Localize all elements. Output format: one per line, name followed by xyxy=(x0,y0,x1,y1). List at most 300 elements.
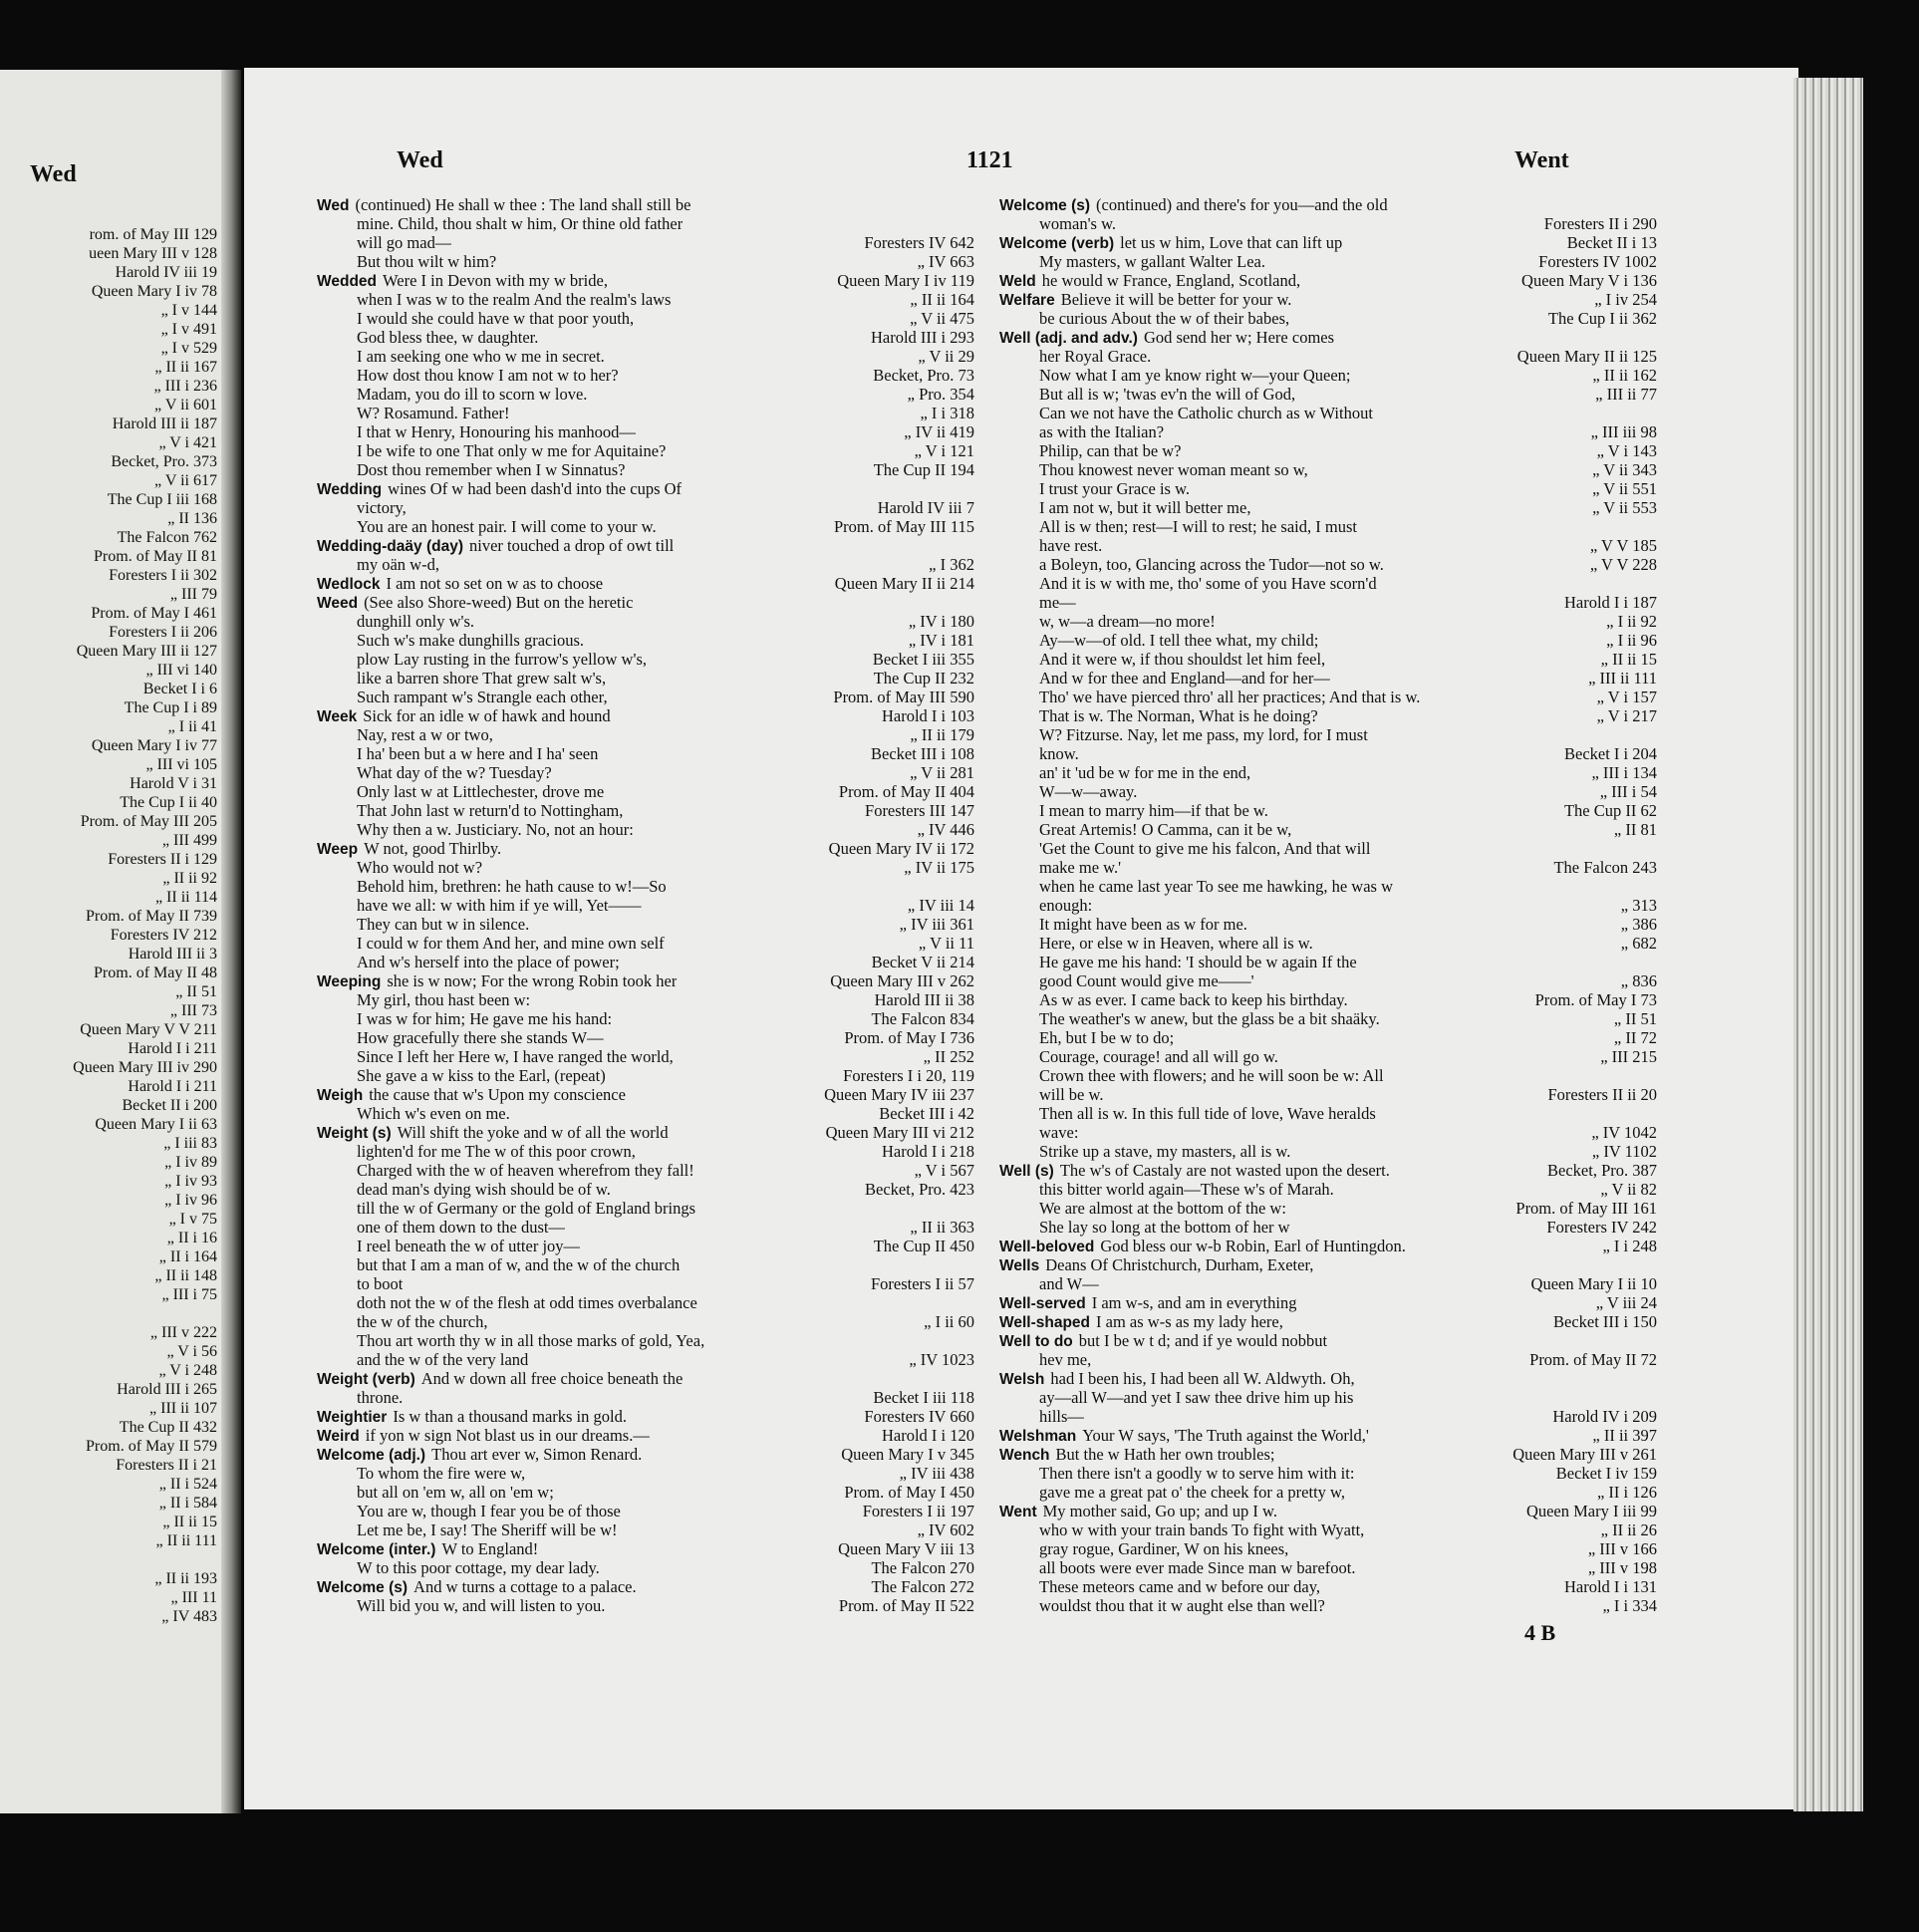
left-page-reference: „ II 136 xyxy=(167,510,217,527)
entry-line xyxy=(317,631,974,650)
entry-text xyxy=(317,839,501,859)
entry-line xyxy=(317,460,974,479)
entry-text xyxy=(357,517,657,536)
entry-text xyxy=(317,1123,669,1143)
left-page-reference: Foresters IV 212 xyxy=(110,927,217,944)
quotation: My girl, thou hast been w: xyxy=(357,990,531,1009)
quotation: had I been his, I had been all W. Aldwyth. Oh, xyxy=(1050,1369,1355,1388)
entry-text xyxy=(1039,1388,1353,1407)
left-page-reference: „ I v 529 xyxy=(160,340,217,357)
entry-line xyxy=(317,1388,974,1407)
play-reference: Queen Mary III v 261 xyxy=(1508,1445,1657,1464)
quotation: He gave me his hand: 'I should be w again If the xyxy=(1039,953,1357,971)
entry-text xyxy=(317,1085,626,1105)
entry-text xyxy=(357,1350,528,1369)
entry-text xyxy=(317,574,603,594)
left-page-reference: Queen Mary III ii 127 xyxy=(76,643,217,660)
entry-line xyxy=(999,1558,1657,1577)
entry-line xyxy=(317,1577,974,1596)
entry-text xyxy=(317,195,690,215)
entry-line xyxy=(317,574,974,593)
entry-text xyxy=(1039,1577,1320,1596)
left-page-reference: „ II ii 193 xyxy=(154,1570,217,1587)
entry-text xyxy=(357,688,608,706)
entry-text xyxy=(357,1464,525,1483)
entry-text xyxy=(317,706,611,726)
entry-line xyxy=(999,1274,1657,1293)
entry-text xyxy=(1039,1047,1278,1066)
page-edges xyxy=(1793,78,1863,1811)
left-page-reference: Queen Mary I iv 77 xyxy=(91,737,217,754)
entry-line xyxy=(999,1407,1657,1426)
quotation: God bless thee, w daughter. xyxy=(357,328,539,347)
left-page-reference: „ II ii 167 xyxy=(154,359,217,376)
quotation: (See also Shore-weed) But on the heretic xyxy=(364,593,634,612)
left-page-reference: The Cup I i 89 xyxy=(124,699,217,716)
entry-line xyxy=(999,1539,1657,1558)
play-reference: Foresters IV 1002 xyxy=(1534,252,1657,271)
left-page-reference: Queen Mary I iv 78 xyxy=(91,283,217,300)
entry-line xyxy=(317,915,974,934)
entry-line xyxy=(317,517,974,536)
left-page-reference: Prom. of May III 205 xyxy=(80,813,217,830)
left-page-reference: Foresters II i 129 xyxy=(108,851,217,868)
quotation: Thou art ever w, Simon Renard. xyxy=(431,1445,643,1464)
left-page-reference: Queen Mary V V 211 xyxy=(80,1021,217,1038)
quotation: All is w then; rest—I will to rest; he said, I must xyxy=(1039,517,1357,536)
quotation: They can but w in silence. xyxy=(357,915,530,934)
left-page-reference: Prom. of May II 81 xyxy=(94,548,217,565)
entry-text xyxy=(999,1426,1369,1446)
headword: Weeping xyxy=(317,973,382,990)
quotation: me— xyxy=(1039,593,1076,612)
entry-line xyxy=(999,839,1657,858)
entry-line xyxy=(317,934,974,953)
headword: Weld xyxy=(999,273,1036,290)
entry-text xyxy=(357,1596,605,1615)
entry-line xyxy=(317,877,974,896)
left-page-reference: „ III vi 105 xyxy=(145,756,217,773)
entry-line xyxy=(999,309,1657,328)
play-reference: Harold I i 131 xyxy=(1560,1577,1657,1596)
entry-line xyxy=(317,744,974,763)
left-page-reference: „ V i 248 xyxy=(158,1362,217,1379)
entry-text xyxy=(357,858,482,877)
entry-line xyxy=(999,1123,1657,1142)
play-reference: „ IV 1042 xyxy=(1587,1123,1657,1142)
entry-line xyxy=(999,744,1657,763)
play-reference: „ III i 54 xyxy=(1596,782,1657,801)
entry-line xyxy=(317,1464,974,1483)
entry-line xyxy=(317,801,974,820)
entry-text xyxy=(1039,555,1384,574)
left-page-reference xyxy=(0,1304,223,1323)
quotation: doth not the w of the flesh at odd times overbalance xyxy=(357,1293,697,1312)
left-page-reference: „ III i 75 xyxy=(161,1286,217,1303)
entry-line xyxy=(317,1502,974,1520)
left-page-reference: Becket II i 200 xyxy=(122,1097,217,1114)
left-page-reference: Queen Mary III iv 290 xyxy=(73,1059,217,1076)
left-page-reference: Prom. of May II 48 xyxy=(94,965,217,981)
entry-text xyxy=(357,1502,621,1520)
entry-line xyxy=(317,271,974,290)
quotation: Then there isn't a goodly w to serve him with it: xyxy=(1039,1464,1355,1483)
play-reference: „ V V 228 xyxy=(1586,555,1657,574)
entry-line xyxy=(999,498,1657,517)
entry-line xyxy=(317,1142,974,1161)
entry-line xyxy=(999,1047,1657,1066)
left-page-reference: Harold IV iii 19 xyxy=(115,264,217,281)
quotation: How dost thou know I am not w to her? xyxy=(357,366,619,385)
entry-text xyxy=(357,1009,612,1028)
entry-line xyxy=(999,214,1657,233)
entry-line xyxy=(999,1520,1657,1539)
entry-text xyxy=(357,744,598,763)
entry-text xyxy=(1039,820,1291,839)
left-page-reference: „ III vi 140 xyxy=(145,662,217,679)
entry-line xyxy=(999,1028,1657,1047)
headword: Weed xyxy=(317,595,359,612)
quotation: a Boleyn, too, Glancing across the Tudor—not so w. xyxy=(1039,555,1384,574)
entry-text xyxy=(357,252,496,271)
left-page-reference: „ I v 491 xyxy=(160,321,217,338)
entry-line xyxy=(317,385,974,404)
entry-text xyxy=(1039,1142,1290,1161)
play-reference: „ I ii 60 xyxy=(920,1312,974,1331)
quotation: throne. xyxy=(357,1388,404,1407)
entry-line xyxy=(999,1085,1657,1104)
entry-line xyxy=(999,820,1657,839)
left-page-reference: „ V i 421 xyxy=(158,434,217,451)
quotation: when I was w to the realm And the realm's laws xyxy=(357,290,672,309)
quotation: W? Rosamund. Father! xyxy=(357,404,510,422)
play-reference: „ III i 134 xyxy=(1587,763,1657,782)
quotation: Why then a w. Justiciary. No, not an hour: xyxy=(357,820,634,839)
quotation: And w's herself into the place of power; xyxy=(357,953,620,971)
entry-line xyxy=(999,1293,1657,1312)
entry-line xyxy=(317,1009,974,1028)
entry-line xyxy=(999,877,1657,896)
entry-text xyxy=(1039,460,1308,479)
left-page-reference: „ I iv 96 xyxy=(164,1192,217,1209)
play-reference: Foresters IV 242 xyxy=(1542,1218,1657,1237)
play-reference: „ III iii 98 xyxy=(1587,422,1657,441)
play-reference: „ II 252 xyxy=(920,1047,974,1066)
play-reference: „ V i 121 xyxy=(911,441,974,460)
play-reference: Harold I i 103 xyxy=(878,706,974,725)
entry-text xyxy=(1039,612,1216,631)
page-number: 1121 xyxy=(966,147,1013,173)
entry-text xyxy=(1039,1539,1288,1558)
entry-line xyxy=(317,1293,974,1312)
left-page-reference: „ II ii 15 xyxy=(162,1514,217,1530)
quotation: Believe it will be better for your w. xyxy=(1060,290,1292,309)
quotation: The weather's w anew, but the glass be a bit shaäky. xyxy=(1039,1009,1380,1028)
play-reference: „ III ii 77 xyxy=(1591,385,1657,404)
left-page-reference: The Cup II 432 xyxy=(119,1419,217,1436)
entry-line xyxy=(999,1388,1657,1407)
play-reference: Foresters IV 642 xyxy=(860,233,974,252)
left-page-reference: Foresters I ii 206 xyxy=(109,624,217,641)
quotation: W? Fitzurse. Nay, let me pass, my lord, for I must xyxy=(1039,725,1368,744)
play-reference: „ I i 334 xyxy=(1598,1596,1657,1615)
headword: Welcome (verb) xyxy=(999,235,1115,252)
entry-line xyxy=(999,1142,1657,1161)
quotation: Great Artemis! O Camma, can it be w, xyxy=(1039,820,1292,839)
quotation: I was w for him; He gave me his hand: xyxy=(357,1009,613,1028)
entry-line xyxy=(999,1199,1657,1218)
left-page-reference: Foresters II i 21 xyxy=(116,1457,217,1474)
entry-line xyxy=(999,1445,1657,1464)
quotation: That is w. The Norman, What is he doing? xyxy=(1039,706,1318,725)
entry-line xyxy=(999,1369,1657,1388)
entry-text xyxy=(357,347,605,366)
quotation: woman's w. xyxy=(1039,214,1117,233)
play-reference: Becket III i 150 xyxy=(1549,1312,1657,1331)
left-page-reference: „ I v 75 xyxy=(168,1211,217,1228)
quotation: will be w. xyxy=(1039,1085,1104,1104)
quotation: Ay—w—of old. I tell thee what, my child; xyxy=(1039,631,1319,650)
play-reference: Queen Mary I iv 119 xyxy=(833,271,974,290)
signature-mark: 4 B xyxy=(1524,1620,1556,1645)
entry-line xyxy=(999,1312,1657,1331)
quotation: And w for thee and England—and for her— xyxy=(1039,669,1330,688)
headword: Weight (verb) xyxy=(317,1371,415,1388)
entry-text xyxy=(357,1331,704,1350)
entry-text xyxy=(999,1502,1277,1521)
entry-text xyxy=(1039,1085,1103,1104)
play-reference: „ IV 663 xyxy=(914,252,974,271)
quotation: plow Lay rusting in the furrow's yellow w's, xyxy=(357,650,647,669)
quotation: That John last w return'd to Nottingham, xyxy=(357,801,624,820)
play-reference: „ II ii 15 xyxy=(1597,650,1657,669)
quotation: I that w Henry, Honouring his manhood— xyxy=(357,422,636,441)
entry-text xyxy=(357,1293,697,1312)
play-reference: „ IV i 180 xyxy=(905,612,974,631)
entry-line xyxy=(317,1483,974,1502)
entry-text xyxy=(1039,725,1368,744)
headword: Welcome (s) xyxy=(999,197,1091,214)
quotation: These meteors came and w before our day, xyxy=(1039,1577,1321,1596)
entry-line xyxy=(317,706,974,725)
quotation: I am w-s, and am in everything xyxy=(1091,1293,1297,1312)
entry-line xyxy=(317,896,974,915)
left-page-reference: „ IV 483 xyxy=(161,1608,217,1625)
entry-line xyxy=(317,328,974,347)
quotation: I am not w, but it will better me, xyxy=(1039,498,1251,517)
entry-text xyxy=(357,1047,674,1066)
entry-line xyxy=(317,233,974,252)
left-page-reference: „ III i 236 xyxy=(153,378,217,395)
play-reference: „ V ii 343 xyxy=(1588,460,1657,479)
entry-text xyxy=(317,271,608,291)
entry-line xyxy=(999,233,1657,252)
play-reference: Becket I iii 118 xyxy=(869,1388,974,1407)
quotation: And w turns a cottage to a palace. xyxy=(413,1577,637,1596)
headword: Welcome (inter.) xyxy=(317,1541,436,1558)
play-reference: „ IV 1023 xyxy=(905,1350,974,1369)
play-reference: „ II ii 26 xyxy=(1597,1520,1657,1539)
entry-text xyxy=(1039,1558,1356,1577)
entry-text xyxy=(1039,309,1289,328)
entry-text xyxy=(1039,858,1121,877)
entry-text xyxy=(1039,1218,1290,1237)
quotation: her Royal Grace. xyxy=(1039,347,1152,366)
entry-text xyxy=(1039,536,1102,555)
entry-text xyxy=(1039,706,1318,725)
quotation: who w with your train bands To fight with Wyatt, xyxy=(1039,1520,1365,1539)
left-page-reference: ueen Mary III v 128 xyxy=(89,245,217,262)
entry-text xyxy=(357,1520,617,1539)
entry-line xyxy=(317,422,974,441)
entry-line xyxy=(317,1085,974,1104)
entry-line xyxy=(317,612,974,631)
entry-text xyxy=(1039,763,1250,782)
entry-text xyxy=(317,1369,683,1389)
quotation: w, w—a dream—no more! xyxy=(1039,612,1216,631)
entry-line xyxy=(317,1445,974,1464)
play-reference: „ I i 318 xyxy=(916,404,974,422)
quotation: My mother said, Go up; and up I w. xyxy=(1042,1502,1278,1520)
quotation: And w down all free choice beneath the xyxy=(420,1369,684,1388)
play-reference: Becket I i 204 xyxy=(1560,744,1657,763)
entry-text xyxy=(357,915,529,934)
entry-text xyxy=(357,1558,600,1577)
entry-line xyxy=(999,460,1657,479)
quotation: my oän w-d, xyxy=(357,555,439,574)
entry-line xyxy=(999,347,1657,366)
quotation: Were I in Devon with my w bride, xyxy=(383,271,608,290)
quotation: Only last w at Littlechester, drove me xyxy=(357,782,605,801)
play-reference: Prom. of May II 404 xyxy=(835,782,974,801)
entry-line xyxy=(317,309,974,328)
quotation: wouldst thou that it w aught else than well? xyxy=(1039,1596,1325,1615)
play-reference: Prom. of May II 522 xyxy=(835,1596,974,1615)
play-reference: Prom. of May II 72 xyxy=(1525,1350,1657,1369)
entry-text xyxy=(357,498,407,517)
headword: Well-served xyxy=(999,1295,1086,1312)
play-reference: Harold I i 218 xyxy=(878,1142,974,1161)
play-reference: Harold I i 187 xyxy=(1560,593,1657,612)
left-page-reference: „ II i 16 xyxy=(166,1230,217,1246)
play-reference: „ V ii 553 xyxy=(1588,498,1657,517)
headword: Went xyxy=(999,1504,1037,1520)
entry-line xyxy=(317,214,974,233)
headword: Welcome (adj.) xyxy=(317,1447,426,1464)
entry-text xyxy=(1039,971,1254,990)
play-reference: Prom. of May III 115 xyxy=(830,517,974,536)
entry-text xyxy=(1039,517,1357,536)
quotation: God send her w; Here comes xyxy=(1143,328,1335,347)
left-page-reference: Harold III ii 3 xyxy=(128,946,217,963)
quotation: Courage, courage! and all will go w. xyxy=(1039,1047,1278,1066)
quotation: But thou wilt w him? xyxy=(357,252,497,271)
headword: Wedlock xyxy=(317,576,381,593)
quotation: to boot xyxy=(357,1274,404,1293)
play-reference: „ II ii 164 xyxy=(906,290,974,309)
entry-text xyxy=(1039,347,1151,366)
entry-line xyxy=(317,536,974,555)
entry-text xyxy=(999,328,1334,348)
quotation: And it is w with me, tho' some of you Have scorn'd xyxy=(1039,574,1377,593)
quotation: Nay, rest a w or two, xyxy=(357,725,493,744)
play-reference: Foresters II i 290 xyxy=(1540,214,1657,233)
play-reference: „ IV 1102 xyxy=(1588,1142,1657,1161)
entry-text xyxy=(1039,1274,1099,1293)
play-reference: „ Pro. 354 xyxy=(904,385,974,404)
entry-line xyxy=(999,688,1657,706)
play-reference: „ II i 126 xyxy=(1593,1483,1657,1502)
play-reference: Queen Mary II ii 214 xyxy=(831,574,974,593)
entry-text xyxy=(1039,839,1370,858)
quotation: I reel beneath the w of utter joy— xyxy=(357,1237,581,1255)
play-reference: „ V ii 475 xyxy=(906,309,974,328)
quotation: Will bid you w, and will listen to you. xyxy=(357,1596,606,1615)
left-page-reference: Becket, Pro. 373 xyxy=(111,453,217,470)
entry-text xyxy=(1039,252,1265,271)
quotation: I am not so set on w as to choose xyxy=(386,574,604,593)
entry-line xyxy=(317,1369,974,1388)
quotation: dead man's dying wish should be of w. xyxy=(357,1180,611,1199)
entry-line xyxy=(317,820,974,839)
entry-text xyxy=(1039,688,1420,706)
quotation: Such w's make dunghills gracious. xyxy=(357,631,584,650)
entry-line xyxy=(317,1028,974,1047)
play-reference: The Falcon 834 xyxy=(867,1009,974,1028)
quotation: Then all is w. In this full tide of love, Wave heralds xyxy=(1039,1104,1376,1123)
entry-line xyxy=(999,441,1657,460)
play-reference: Queen Mary III v 262 xyxy=(826,971,974,990)
play-reference: „ V ii 281 xyxy=(906,763,974,782)
entry-line xyxy=(317,195,974,214)
quotation: good Count would give me——' xyxy=(1039,971,1254,990)
play-reference: „ II 72 xyxy=(1610,1028,1657,1047)
quotation: I am as w-s as my lady here, xyxy=(1096,1312,1283,1331)
quotation: lighten'd for me The w of this poor crown, xyxy=(357,1142,636,1161)
entry-line xyxy=(999,195,1657,214)
play-reference: „ V ii 11 xyxy=(915,934,974,953)
entry-text xyxy=(357,1483,554,1502)
headword: Welfare xyxy=(999,292,1055,309)
entry-line xyxy=(317,953,974,971)
play-reference: „ IV ii 419 xyxy=(900,422,974,441)
entry-text xyxy=(357,801,623,820)
entry-line xyxy=(999,782,1657,801)
play-reference: Foresters IV 660 xyxy=(860,1407,974,1426)
quotation: Since I left her Here w, I have ranged the world, xyxy=(357,1047,674,1066)
play-reference: „ III ii 111 xyxy=(1584,669,1657,688)
left-page-reference: Harold III i 265 xyxy=(117,1381,217,1398)
play-reference: Queen Mary III vi 212 xyxy=(822,1123,974,1142)
entry-line xyxy=(999,1104,1657,1123)
play-reference: Queen Mary I iii 99 xyxy=(1522,1502,1657,1520)
quotation: Which w's even on me. xyxy=(357,1104,510,1123)
entry-text xyxy=(357,934,665,953)
entry-text xyxy=(1039,650,1325,669)
entry-text xyxy=(357,782,604,801)
entry-text xyxy=(1039,422,1164,441)
entry-line xyxy=(317,1426,974,1445)
entry-line xyxy=(317,688,974,706)
play-reference: Queen Mary I v 345 xyxy=(837,1445,974,1464)
play-reference: „ 682 xyxy=(1617,934,1657,953)
entry-line xyxy=(999,631,1657,650)
entry-text xyxy=(357,1274,403,1293)
left-page-reference: Foresters I ii 302 xyxy=(109,567,217,584)
play-reference: Harold I i 120 xyxy=(878,1426,974,1445)
entry-line xyxy=(999,706,1657,725)
quotation: Deans Of Christchurch, Durham, Exeter, xyxy=(1045,1255,1314,1274)
